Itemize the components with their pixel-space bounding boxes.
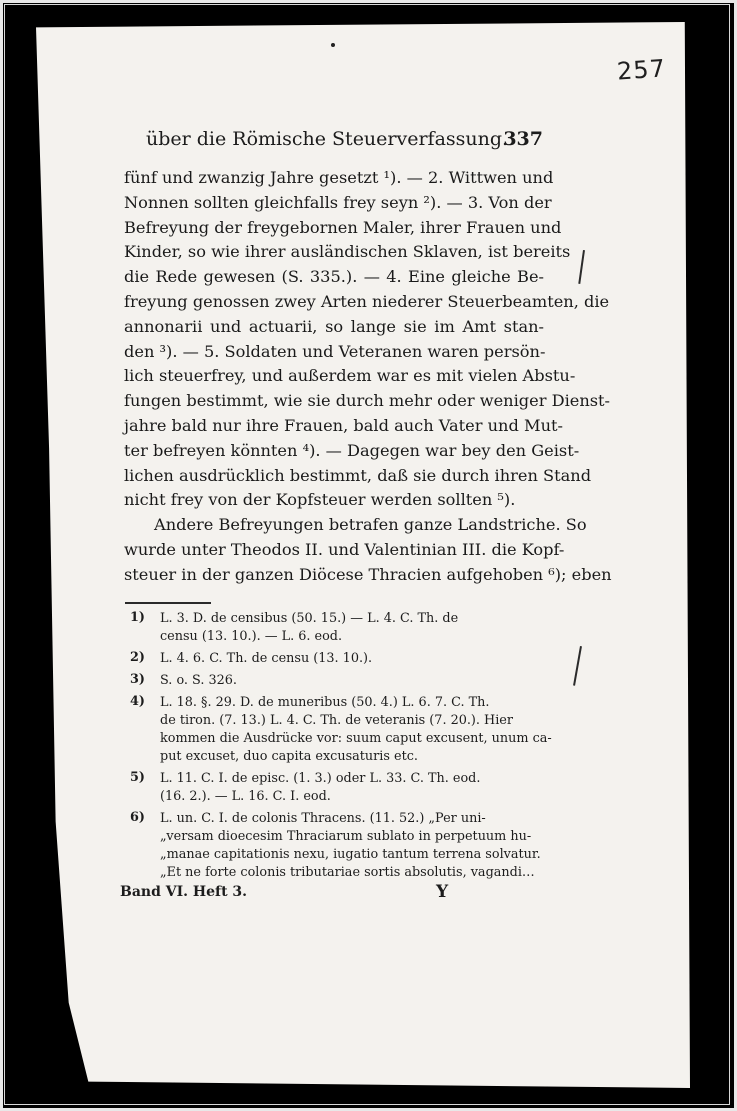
footnote-line: „Et ne forte colonis tributariae sortis absolutis, vagandi… bbox=[160, 865, 535, 880]
page-number: 337 bbox=[503, 128, 543, 150]
footnote bbox=[130, 694, 552, 766]
handwritten-page-number: 257 bbox=[616, 54, 667, 86]
ink-dot bbox=[331, 43, 335, 47]
body-line: Nonnen sollten gleichfalls frey seyn ²). — 3. Von der bbox=[124, 192, 552, 212]
footnote-line: S. o. S. 326. bbox=[160, 673, 237, 688]
body-line: nicht frey von der Kopfsteuer werden sollten ⁵). bbox=[124, 490, 516, 510]
footnote bbox=[130, 610, 542, 646]
footnote-line: L. 11. C. I. de episc. (1. 3.) oder L. 33. C. Th. eod. bbox=[160, 771, 481, 786]
footnote bbox=[130, 650, 542, 668]
body-text bbox=[124, 166, 612, 588]
body-line: Befreyung der freygebornen Maler, ihrer Frauen und bbox=[124, 217, 562, 237]
footnote-rule bbox=[125, 602, 211, 604]
footnote-line: L. un. C. I. de colonis Thracens. (11. 52.) „Per uni- bbox=[160, 811, 486, 826]
footnote-line: censu (13. 10.). — L. 6. eod. bbox=[160, 629, 343, 644]
body-line: lichen ausdrücklich bestimmt, daß sie durch ihren Stand bbox=[124, 465, 592, 485]
body-line: freyung genossen zwey Arten niederer Steuerbeamten, die bbox=[124, 291, 610, 311]
footnote-line: L. 18. §. 29. D. de muneribus (50. 4.) L. 6. 7. C. Th. bbox=[160, 695, 490, 710]
body-line: wurde unter Theodos II. und Valentinian III. die Kopf- bbox=[124, 539, 565, 559]
footnote-number: 5) bbox=[130, 770, 145, 785]
footnote-number: 1) bbox=[130, 610, 145, 625]
footnote-line: L. 3. D. de censibus (50. 15.) — L. 4. C. Th. de bbox=[160, 611, 459, 626]
footnote-line: „manae capitationis nexu, iugatio tantum terrena solvatur. bbox=[160, 847, 541, 862]
body-line: Kinder, so wie ihrer ausländischen Sklaven, ist bereits bbox=[124, 242, 571, 262]
footnote-number: 4) bbox=[130, 694, 145, 709]
footnote-line: (16. 2.). — L. 16. C. I. eod. bbox=[160, 789, 331, 804]
body-line: lich steuerfrey, und außerdem war es mit vielen Abstu- bbox=[124, 366, 576, 386]
footnote bbox=[130, 672, 542, 690]
body-line: annonarii und actuarii, so lange sie im Amt stan- bbox=[124, 316, 544, 336]
body-line: den ³). — 5. Soldaten und Veteranen waren persön- bbox=[124, 341, 546, 361]
footnote-line: kommen die Ausdrücke vor: suum caput excusent, unum ca- bbox=[160, 731, 552, 746]
footnote-line: L. 4. 6. C. Th. de censu (13. 10.). bbox=[160, 651, 373, 666]
running-title: über die Römische Steuerverfassung. bbox=[146, 128, 509, 150]
body-line: fünf und zwanzig Jahre gesetzt ¹). — 2. Wittwen und bbox=[124, 168, 554, 187]
footnote-number: 3) bbox=[130, 672, 145, 687]
signature-line: Band VI. Heft 3. bbox=[120, 884, 248, 900]
footnote-line: put excuset, duo capita excusaturis etc. bbox=[160, 749, 418, 764]
footnote-number: 6) bbox=[130, 810, 145, 825]
body-line: die Rede gewesen (S. 335.). — 4. Eine gleiche Be- bbox=[124, 267, 544, 287]
body-line: ter befreyen könnten ⁴). — Dagegen war bey den Geist- bbox=[124, 440, 580, 460]
footnote-line: de tiron. (7. 13.) L. 4. C. Th. de veteranis (7. 20.). Hier bbox=[160, 713, 514, 728]
footnote bbox=[130, 770, 542, 806]
footnotes bbox=[130, 610, 552, 886]
body-line: Andere Befreyungen betrafen ganze Landstriche. So bbox=[154, 515, 587, 535]
footnote-number: 2) bbox=[130, 650, 145, 665]
body-line: jahre bald nur ihre Frauen, bald auch Vater und Mut- bbox=[124, 415, 563, 435]
footnote bbox=[130, 810, 542, 882]
body-line: steuer in der ganzen Diöcese Thracien aufgehoben ⁶); eben bbox=[124, 564, 612, 584]
signature-mark: Y bbox=[436, 882, 449, 902]
body-line: fungen bestimmt, wie sie durch mehr oder weniger Dienst- bbox=[124, 391, 611, 411]
footnote-line: „versam dioecesim Thraciarum sublato in perpetuum hu- bbox=[160, 829, 532, 844]
